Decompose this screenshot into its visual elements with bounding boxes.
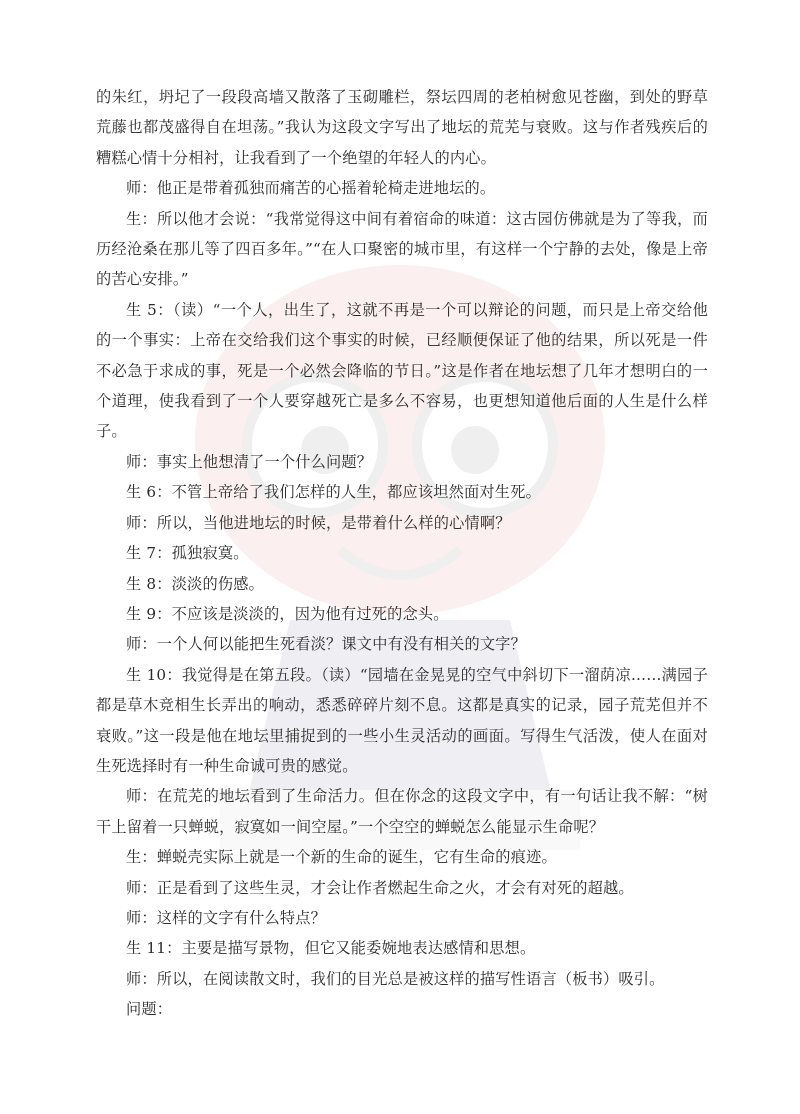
paragraph-student-9: 生 9：不应该是淡淡的，因为他有过死的念头。 <box>126 604 449 623</box>
paragraph-teacher: 师：正是看到了这些生灵，才会让作者燃起生命之火，才会有对死的超越。 <box>126 878 634 897</box>
paragraph-continuation: 的朱红，坍圮了一段段高墙又散落了玉砌雕栏，祭坛四周的老柏树愈见苍幽，到处的野草荒藤也都茂盛得自在坦荡。”我认为这段文字写出了地坛的荒芜与衰败。这与作者残疾后的糟糕心情十分相衬，让我看到了一个绝望的年轻人的内心。 <box>96 88 708 167</box>
paragraph-student-11: 生 11：主要是描写景物，但它又能委婉地表达感情和思想。 <box>126 939 536 958</box>
paragraph-student: 生：蝉蜕壳实际上就是一个新的生命的诞生，它有生命的痕迹。 <box>126 848 557 867</box>
paragraph-teacher: 师：一个人何以能把生死看淡？课文中有没有相关的文字？ <box>126 635 527 654</box>
paragraph-student: 生：所以他才会说：“我常觉得这中间有着宿命的味道：这古园仿佛就是为了等我，而历经沧桑在那儿等了四百多年。”“在人口聚密的城市里，有这样一个宁静的去处，像是上帝的苦心安排。” <box>96 209 708 289</box>
paragraph-student-6: 生 6：不管上帝给了我们怎样的人生，都应该坦然面对生死。 <box>126 483 541 502</box>
paragraph-student-8: 生 8：淡淡的伤感。 <box>126 574 264 593</box>
paragraph-teacher: 师：所以，当他进地坛的时候，是带着什么样的心情啊？ <box>126 513 511 532</box>
document-body <box>96 82 708 1025</box>
paragraph-teacher: 师：事实上他想清了一个什么问题？ <box>126 452 373 471</box>
paragraph-teacher: 师：在荒芜的地坛看到了生命活力。但在你念的这段文字中，有一句话让我不解：“树干上留着一只蝉蜕，寂寞如一间空屋。”一个空空的蝉蜕怎么能显示生命呢？ <box>96 787 708 836</box>
paragraph-student-10: 生 10：我觉得是在第五段。（读）“园墙在金晃晃的空气中斜切下一溜荫凉……满园子都是草木竞相生长弄出的响动，悉悉碎碎片刻不息。这都是真实的记录，园子荒芜但并不衰败。”这一段是他在地坛里捕捉到的一些小生灵活动的画面。写得生气活泼，使人在面对生死选择时有一种生命诚可贵的感觉。 <box>96 665 708 775</box>
paragraph-teacher: 师：他正是带着孤独而痛苦的心摇着轮椅走进地坛的。 <box>126 179 496 198</box>
paragraph-question-heading: 问题： <box>126 1000 173 1019</box>
paragraph-student-7: 生 7：孤独寂寞。 <box>126 544 249 563</box>
paragraph-student-5: 生 5：（读）“一个人，出生了，这就不再是一个可以辩论的问题，而只是上帝交给他的一个事实：上帝在交给我们这个事实的时候，已经顺便保证了他的结果，所以死是一件不必急于求成的事，死是一个必然会降临的节日。”这是作者在地坛想了几年才想明白的一个道理，使我看到了一个人要穿越死亡是多么不容易，也更想知道他后面的人生是什么样子。 <box>96 300 708 441</box>
paragraph-teacher: 师：所以，在阅读散文时，我们的目光总是被这样的描写性语言（板书）吸引。 <box>126 969 665 988</box>
paragraph-teacher: 师：这样的文字有什么特点？ <box>126 908 327 927</box>
